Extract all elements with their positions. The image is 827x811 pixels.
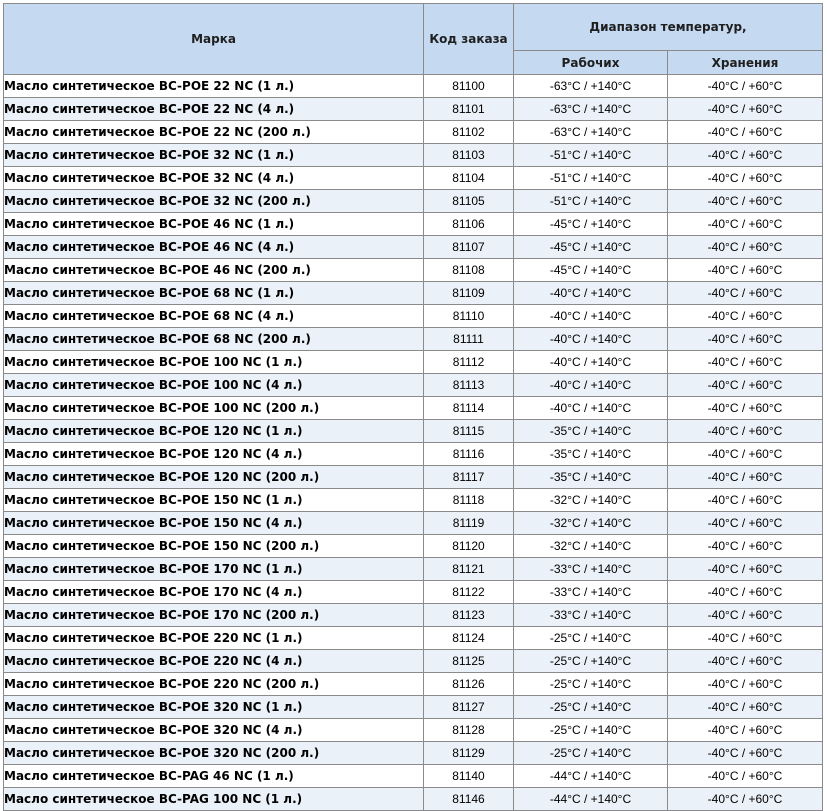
- storage-temp-cell: -40°C / +60°C: [668, 604, 823, 627]
- order-code-cell: 81140: [424, 765, 514, 788]
- product-name-cell: Масло синтетическое BC-POE 220 NC (200 л.): [4, 673, 424, 696]
- working-temp-cell: -35°C / +140°C: [514, 420, 668, 443]
- order-code-cell: 81120: [424, 535, 514, 558]
- product-name-cell: Масло синтетическое BC-POE 68 NC (4 л.): [4, 305, 424, 328]
- order-code-cell: 81113: [424, 374, 514, 397]
- order-code-cell: 81107: [424, 236, 514, 259]
- product-name-cell: Масло синтетическое BC-POE 68 NC (1 л.): [4, 282, 424, 305]
- working-temp-cell: -51°C / +140°C: [514, 190, 668, 213]
- working-temp-cell: -44°C / +140°C: [514, 788, 668, 811]
- table-row: [4, 213, 823, 236]
- working-temp-cell: -33°C / +140°C: [514, 558, 668, 581]
- storage-temp-cell: -40°C / +60°C: [668, 581, 823, 604]
- storage-temp-cell: -40°C / +60°C: [668, 765, 823, 788]
- storage-temp-cell: -40°C / +60°C: [668, 121, 823, 144]
- product-name-cell: Масло синтетическое BC-POE 46 NC (200 л.): [4, 259, 424, 282]
- product-name-cell: Масло синтетическое BC-POE 150 NC (1 л.): [4, 489, 424, 512]
- storage-temp-cell: -40°C / +60°C: [668, 236, 823, 259]
- table-row: [4, 121, 823, 144]
- product-name-cell: Масло синтетическое BC-POE 100 NC (200 л.): [4, 397, 424, 420]
- table-row: [4, 374, 823, 397]
- storage-temp-cell: -40°C / +60°C: [668, 535, 823, 558]
- storage-temp-cell: -40°C / +60°C: [668, 650, 823, 673]
- working-temp-cell: -35°C / +140°C: [514, 443, 668, 466]
- working-temp-cell: -45°C / +140°C: [514, 213, 668, 236]
- order-code-cell: 81127: [424, 696, 514, 719]
- product-name-cell: Масло синтетическое BC-POE 170 NC (1 л.): [4, 558, 424, 581]
- table-row: [4, 742, 823, 765]
- storage-temp-cell: -40°C / +60°C: [668, 144, 823, 167]
- working-temp-cell: -40°C / +140°C: [514, 328, 668, 351]
- storage-temp-cell: -40°C / +60°C: [668, 305, 823, 328]
- product-name-cell: Масло синтетическое BC-POE 100 NC (1 л.): [4, 351, 424, 374]
- working-temp-cell: -51°C / +140°C: [514, 167, 668, 190]
- table-row: [4, 282, 823, 305]
- table-row: [4, 167, 823, 190]
- storage-temp-cell: -40°C / +60°C: [668, 558, 823, 581]
- storage-temp-cell: -40°C / +60°C: [668, 75, 823, 98]
- product-name-cell: Масло синтетическое BC-PAG 46 NC (1 л.): [4, 765, 424, 788]
- working-temp-cell: -63°C / +140°C: [514, 98, 668, 121]
- order-code-cell: 81104: [424, 167, 514, 190]
- order-code-cell: 81129: [424, 742, 514, 765]
- working-temp-cell: -63°C / +140°C: [514, 75, 668, 98]
- product-name-cell: Масло синтетическое BC-POE 320 NC (1 л.): [4, 696, 424, 719]
- storage-temp-cell: -40°C / +60°C: [668, 466, 823, 489]
- table-row: [4, 627, 823, 650]
- working-temp-cell: -25°C / +140°C: [514, 696, 668, 719]
- order-code-cell: 81100: [424, 75, 514, 98]
- table-row: [4, 351, 823, 374]
- order-code-cell: 81124: [424, 627, 514, 650]
- storage-temp-cell: -40°C / +60°C: [668, 420, 823, 443]
- storage-temp-cell: -40°C / +60°C: [668, 489, 823, 512]
- product-name-cell: Масло синтетическое BC-POE 32 NC (1 л.): [4, 144, 424, 167]
- storage-temp-cell: -40°C / +60°C: [668, 328, 823, 351]
- order-code-cell: 81121: [424, 558, 514, 581]
- working-temp-cell: -44°C / +140°C: [514, 765, 668, 788]
- working-temp-cell: -32°C / +140°C: [514, 535, 668, 558]
- order-code-cell: 81110: [424, 305, 514, 328]
- column-header-temp-range: Диапазон температур,: [514, 4, 823, 51]
- product-name-cell: Масло синтетическое BC-POE 120 NC (200 л.): [4, 466, 424, 489]
- working-temp-cell: -32°C / +140°C: [514, 489, 668, 512]
- storage-temp-cell: -40°C / +60°C: [668, 673, 823, 696]
- product-name-cell: Масло синтетическое BC-POE 46 NC (1 л.): [4, 213, 424, 236]
- table-row: [4, 190, 823, 213]
- table-row: [4, 75, 823, 98]
- table-header: [4, 4, 823, 75]
- order-code-cell: 81111: [424, 328, 514, 351]
- order-code-cell: 81117: [424, 466, 514, 489]
- table-row: [4, 397, 823, 420]
- order-code-cell: 81126: [424, 673, 514, 696]
- product-name-cell: Масло синтетическое BC-POE 32 NC (4 л.): [4, 167, 424, 190]
- storage-temp-cell: -40°C / +60°C: [668, 259, 823, 282]
- working-temp-cell: -40°C / +140°C: [514, 282, 668, 305]
- storage-temp-cell: -40°C / +60°C: [668, 512, 823, 535]
- order-code-cell: 81109: [424, 282, 514, 305]
- table-row: [4, 604, 823, 627]
- product-name-cell: Масло синтетическое BC-PAG 100 NC (1 л.): [4, 788, 424, 811]
- working-temp-cell: -25°C / +140°C: [514, 673, 668, 696]
- working-temp-cell: -51°C / +140°C: [514, 144, 668, 167]
- storage-temp-cell: -40°C / +60°C: [668, 397, 823, 420]
- order-code-cell: 81108: [424, 259, 514, 282]
- product-name-cell: Масло синтетическое BC-POE 150 NC (200 л.): [4, 535, 424, 558]
- product-name-cell: Масло синтетическое BC-POE 120 NC (4 л.): [4, 443, 424, 466]
- order-code-cell: 81119: [424, 512, 514, 535]
- working-temp-cell: -40°C / +140°C: [514, 351, 668, 374]
- order-code-cell: 81123: [424, 604, 514, 627]
- order-code-cell: 81105: [424, 190, 514, 213]
- column-header-order-code: Код заказа: [424, 4, 514, 75]
- storage-temp-cell: -40°C / +60°C: [668, 190, 823, 213]
- storage-temp-cell: -40°C / +60°C: [668, 351, 823, 374]
- working-temp-cell: -33°C / +140°C: [514, 604, 668, 627]
- table-row: [4, 650, 823, 673]
- column-header-storage: Хранения: [668, 51, 823, 75]
- order-code-cell: 81114: [424, 397, 514, 420]
- table-row: [4, 489, 823, 512]
- storage-temp-cell: -40°C / +60°C: [668, 627, 823, 650]
- order-code-cell: 81112: [424, 351, 514, 374]
- working-temp-cell: -40°C / +140°C: [514, 374, 668, 397]
- table-row: [4, 420, 823, 443]
- table-row: [4, 535, 823, 558]
- product-name-cell: Масло синтетическое BC-POE 320 NC (200 л.): [4, 742, 424, 765]
- working-temp-cell: -45°C / +140°C: [514, 236, 668, 259]
- table-row: [4, 512, 823, 535]
- order-code-cell: 81125: [424, 650, 514, 673]
- storage-temp-cell: -40°C / +60°C: [668, 98, 823, 121]
- storage-temp-cell: -40°C / +60°C: [668, 742, 823, 765]
- order-code-cell: 81102: [424, 121, 514, 144]
- product-name-cell: Масло синтетическое BC-POE 22 NC (200 л.): [4, 121, 424, 144]
- storage-temp-cell: -40°C / +60°C: [668, 213, 823, 236]
- table-row: [4, 466, 823, 489]
- table-row: [4, 765, 823, 788]
- table-row: [4, 236, 823, 259]
- product-name-cell: Масло синтетическое BC-POE 220 NC (1 л.): [4, 627, 424, 650]
- product-name-cell: Масло синтетическое BC-POE 32 NC (200 л.): [4, 190, 424, 213]
- working-temp-cell: -40°C / +140°C: [514, 305, 668, 328]
- table-row: [4, 259, 823, 282]
- storage-temp-cell: -40°C / +60°C: [668, 788, 823, 811]
- table-row: [4, 328, 823, 351]
- header-row-main: [4, 4, 823, 51]
- product-name-cell: Масло синтетическое BC-POE 170 NC (4 л.): [4, 581, 424, 604]
- storage-temp-cell: -40°C / +60°C: [668, 443, 823, 466]
- order-code-cell: 81116: [424, 443, 514, 466]
- working-temp-cell: -45°C / +140°C: [514, 259, 668, 282]
- order-code-cell: 81103: [424, 144, 514, 167]
- working-temp-cell: -32°C / +140°C: [514, 512, 668, 535]
- order-code-cell: 81118: [424, 489, 514, 512]
- storage-temp-cell: -40°C / +60°C: [668, 374, 823, 397]
- working-temp-cell: -25°C / +140°C: [514, 627, 668, 650]
- table-row: [4, 696, 823, 719]
- table-row: [4, 719, 823, 742]
- table-row: [4, 788, 823, 811]
- table-row: [4, 305, 823, 328]
- product-name-cell: Масло синтетическое BC-POE 100 NC (4 л.): [4, 374, 424, 397]
- storage-temp-cell: -40°C / +60°C: [668, 719, 823, 742]
- working-temp-cell: -63°C / +140°C: [514, 121, 668, 144]
- column-header-working: Рабочих: [514, 51, 668, 75]
- product-name-cell: Масло синтетическое BC-POE 68 NC (200 л.): [4, 328, 424, 351]
- storage-temp-cell: -40°C / +60°C: [668, 696, 823, 719]
- table-row: [4, 98, 823, 121]
- table-row: [4, 558, 823, 581]
- product-name-cell: Масло синтетическое BC-POE 220 NC (4 л.): [4, 650, 424, 673]
- table-row: [4, 144, 823, 167]
- product-name-cell: Масло синтетическое BC-POE 150 NC (4 л.): [4, 512, 424, 535]
- product-name-cell: Масло синтетическое BC-POE 170 NC (200 л.): [4, 604, 424, 627]
- order-code-cell: 81122: [424, 581, 514, 604]
- order-code-cell: 81115: [424, 420, 514, 443]
- working-temp-cell: -25°C / +140°C: [514, 650, 668, 673]
- table-row: [4, 581, 823, 604]
- working-temp-cell: -35°C / +140°C: [514, 466, 668, 489]
- working-temp-cell: -33°C / +140°C: [514, 581, 668, 604]
- table-row: [4, 673, 823, 696]
- storage-temp-cell: -40°C / +60°C: [668, 167, 823, 190]
- order-code-cell: 81106: [424, 213, 514, 236]
- product-name-cell: Масло синтетическое BC-POE 120 NC (1 л.): [4, 420, 424, 443]
- order-code-cell: 81101: [424, 98, 514, 121]
- order-code-cell: 81128: [424, 719, 514, 742]
- storage-temp-cell: -40°C / +60°C: [668, 282, 823, 305]
- product-name-cell: Масло синтетическое BC-POE 46 NC (4 л.): [4, 236, 424, 259]
- working-temp-cell: -40°C / +140°C: [514, 397, 668, 420]
- product-name-cell: Масло синтетическое BC-POE 320 NC (4 л.): [4, 719, 424, 742]
- column-header-brand: Марка: [4, 4, 424, 75]
- product-name-cell: Масло синтетическое BC-POE 22 NC (1 л.): [4, 75, 424, 98]
- product-spec-table: [3, 3, 823, 811]
- product-name-cell: Масло синтетическое BC-POE 22 NC (4 л.): [4, 98, 424, 121]
- working-temp-cell: -25°C / +140°C: [514, 719, 668, 742]
- table-row: [4, 443, 823, 466]
- working-temp-cell: -25°C / +140°C: [514, 742, 668, 765]
- table-body: [4, 75, 823, 811]
- order-code-cell: 81146: [424, 788, 514, 811]
